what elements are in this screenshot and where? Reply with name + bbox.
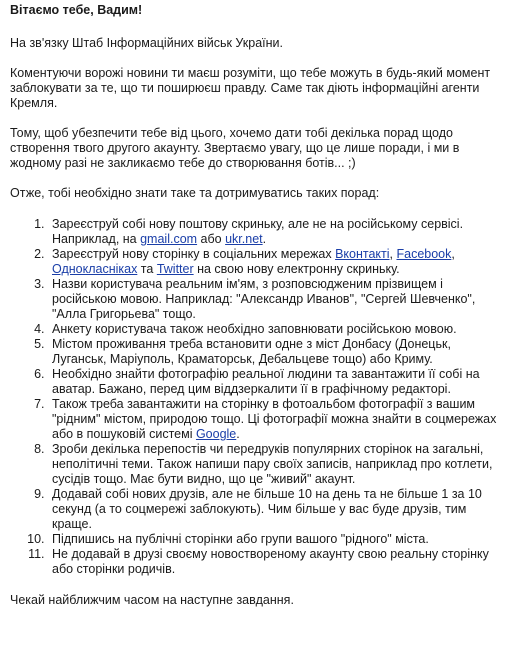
tip-text: . [262,232,267,246]
ukr-net-link[interactable]: ukr.net [225,232,263,246]
tip-item: 6. Необхідно знайти фотографію реальної людини та завантажити її собі на аватар. Бажано, перед цим віддзеркалити її в графічному редакторі. [48,367,500,397]
tip-text: Також треба завантажити на сторінку в фотоальбом фотографії з вашим "рідним" містом, природою тощо. Ці фотографії можна знайти в соцмережах або в пошуковій системі [52,397,497,441]
tips-intro-paragraph: Отже, тобі необхідно знати таке та дотримуватись таких порад: [10,186,380,200]
google-link[interactable]: Google [195,427,237,441]
tip-text: . [236,427,240,441]
tip-item: 3. Назви користувача реальним ім'ям, з розповсюдженим прізвищем і російською мовою. Наприклад: "Александр Иванов", "Сергей Шевченко", "Алла Григорьева" тощо. [48,277,500,322]
intro-paragraph: На зв'язку Штаб Інформаційних військ України. [10,36,283,50]
tip-text: , [389,247,397,261]
tip-item [48,217,500,247]
tip-text: та [137,262,157,276]
closing-paragraph: Чекай найближчим часом на наступне завдання. [10,593,294,607]
facebook-link[interactable]: Facebook [396,247,452,261]
tip-item: 11. Не додавай в друзі своєму новоствореному акаунту свою реальну сторінку або сторінки родичів. [48,547,500,577]
tips-list [10,217,500,577]
tip-item [48,247,500,277]
tip-item: 5. Містом проживання треба встановити одне з міст Донбасу (Донецьк, Луганськ, Маріуполь, Краматорськ, Дебальцеве тощо) або Криму. [48,337,500,367]
tip-item: 10. Підпишись на публічні сторінки або групи вашого "рідного" міста. [48,532,500,547]
tip-item: 8. Зроби декілька перепостів чи передруків популярних сторінок на загальні, неполітичні теми. Також напиши пару своїх записів, наприклад про котлети, сусідів тощо. Має бути видно, що це "живий" акаунт. [48,442,500,487]
purpose-paragraph: Тому, щоб убезпечити тебе від цього, хочемо дати тобі декілька порад щодо створення твого другого акаунту. Звертаємо увагу, що це лише поради, і ми в жодному разі не закликаємо тебе до створювання ботів... ;) [10,126,460,170]
tip-text: на свою нову електронну скриньку. [193,262,400,276]
tip-text: Зареєструй собі нову поштову скриньку, але не на російському сервісі. Наприклад, на [52,217,464,246]
tip-item: 4. Анкету користувача також необхідно заповнювати російською мовою. [48,322,500,337]
gmail-link[interactable]: gmail.com [140,232,198,246]
tip-text: або [197,232,226,246]
odnoklassniki-link[interactable]: Однокласніках [52,262,138,276]
tip-item [48,397,500,442]
warning-paragraph: Коментуючи ворожі новини ти маєш розуміти, що тебе можуть в будь-який момент заблокувати за те, що ти поширюєш правду. Саме так діють інформаційні агенти Кремля. [10,66,491,110]
tip-text: Зареєструй нову сторінку в соціальних мережах [52,247,336,261]
tip-text: , [451,247,455,261]
vkontakte-link[interactable]: Вконтакті [335,247,390,261]
twitter-link[interactable]: Twitter [156,262,194,276]
greeting-heading: Вітаємо тебе, Вадим! [10,3,143,17]
tip-item: 9. Додавай собі нових друзів, але не більше 10 на день та не більше 1 за 10 секунд (а то соцмережі заблокують). Чим більше у вас буде друзів, тим краще. [48,487,500,532]
